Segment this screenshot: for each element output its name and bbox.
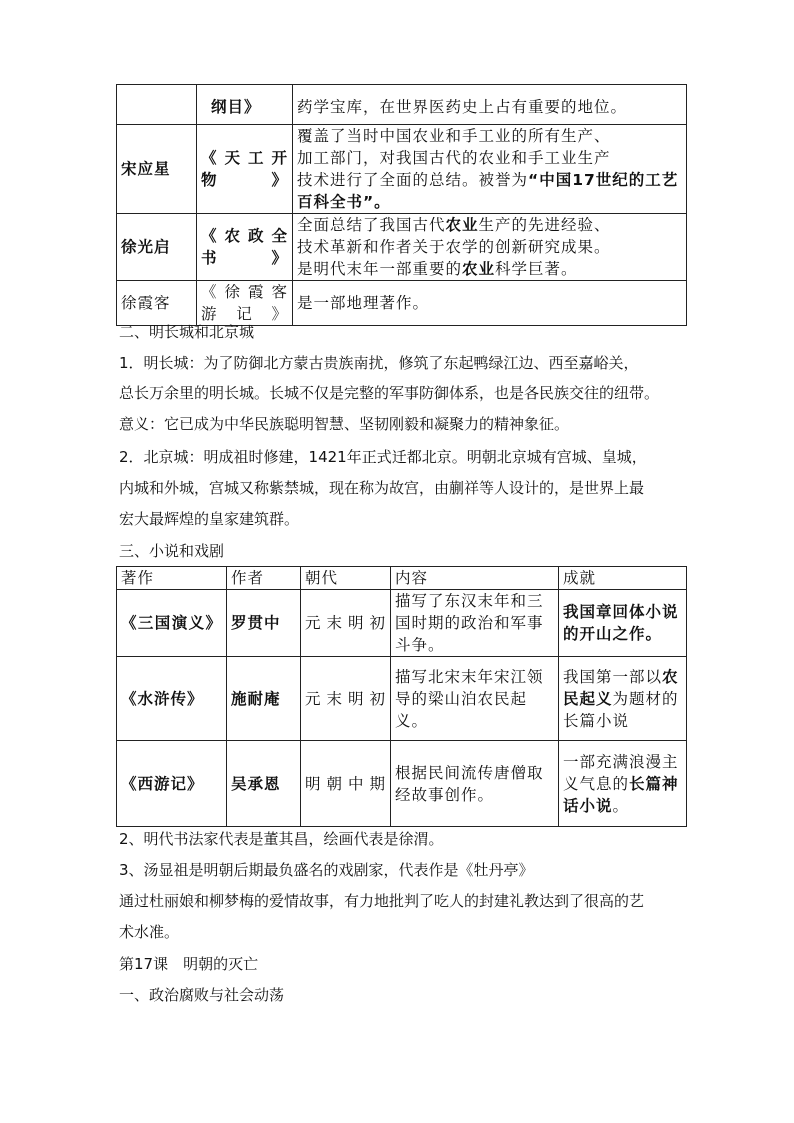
work-title: 《水浒传》	[117, 657, 227, 741]
column-header: 著作	[117, 567, 227, 590]
highlight-text: 农业	[462, 260, 496, 278]
work-content: 根据民间流传唐僧取经故事创作。	[391, 741, 559, 827]
achievement: 我国章回体小说的开山之作。	[559, 590, 687, 657]
dynasty: 明朝中期	[301, 741, 391, 827]
book-content	[293, 214, 687, 281]
scientist-name: 徐霞客	[117, 281, 197, 326]
column-header: 朝代	[301, 567, 391, 590]
table-row	[117, 590, 687, 657]
book-title: 《 天 工 开物》	[197, 125, 293, 214]
scientist-name: 宋应星	[117, 125, 197, 214]
book-content	[293, 125, 687, 214]
highlight-text: 农民起义	[563, 667, 679, 708]
author-name: 罗贯中	[227, 590, 301, 657]
section-heading: 二、明长城和北京城	[119, 323, 255, 341]
section-heading: 三、小说和戏剧	[119, 542, 225, 560]
table-row	[117, 214, 687, 281]
table-row	[117, 125, 687, 214]
book-title: 《 农 政 全书》	[197, 214, 293, 281]
author-name: 施耐庵	[227, 657, 301, 741]
paragraph-line: 1．明长城：为了防御北方蒙古贵族南扰，修筑了东起鸭绿江边、西至嘉峪关，	[119, 354, 639, 372]
content-line: 技术革新和作者关于农学的创新研究成果。	[297, 238, 611, 256]
lesson-title: 第17课 明朝的灭亡	[119, 955, 259, 973]
dynasty: 元末明初	[301, 657, 391, 741]
paragraph-line: 2．北京城：明成祖时修建，1421年正式迁都北京。明朝北京城有宫城、皇城，	[119, 448, 647, 466]
achievement: 一部充满浪漫主义气息的长篇神话小说。	[559, 741, 687, 827]
achievement: 我国第一部以农民起义为题材的长篇小说	[559, 657, 687, 741]
table-row	[117, 657, 687, 741]
author-name: 吴承恩	[227, 741, 301, 827]
work-title: 《西游记》	[117, 741, 227, 827]
dynasty: 元末明初	[301, 590, 391, 657]
content-line: 全面总结了我国古代农业生产的先进经验、	[297, 216, 611, 234]
highlight-text: 长篇神话小说	[563, 774, 679, 815]
highlight-text: 农业	[445, 216, 479, 234]
content-line: 覆盖了当时中国农业和手工业的所有生产、	[297, 127, 611, 145]
paragraph-line: 意义：它已成为中华民族聪明智慧、坚韧刚毅和凝聚力的精神象征。	[119, 415, 570, 433]
paragraph-line: 术水准。	[119, 923, 180, 941]
scientist-name: 徐光启	[117, 214, 197, 281]
table-row	[117, 85, 687, 125]
book-content: 药学宝库，在世界医药史上占有重要的地位。	[293, 85, 687, 125]
book-title: 纲目》	[197, 85, 293, 125]
section-heading: 一、政治腐败与社会动荡	[119, 986, 285, 1004]
work-content: 描写了东汉末年和三国时期的政治和军事斗争。	[391, 590, 559, 657]
table-header-row	[117, 567, 687, 590]
book-content: 是一部地理著作。	[293, 281, 687, 326]
table-row	[117, 281, 687, 326]
book-title: 《 徐 霞 客游记》	[197, 281, 293, 326]
work-content: 描写北宋末年宋江领导的梁山泊农民起义。	[391, 657, 559, 741]
science-works-table	[116, 84, 687, 326]
column-header: 成就	[559, 567, 687, 590]
column-header: 作者	[227, 567, 301, 590]
content-line: 是明代末年一部重要的农业科学巨著。	[297, 260, 578, 278]
highlight-text: “中国17世纪的工艺百科全书”。	[297, 171, 679, 211]
paragraph-line: 3、汤显祖是明朝后期最负盛名的戏剧家，代表作是《牡丹亭》	[119, 861, 534, 879]
paragraph-line: 宏大最辉煌的皇家建筑群。	[119, 510, 300, 528]
scientist-name	[117, 85, 197, 125]
paragraph-line: 2、明代书法家代表是董其昌，绘画代表是徐渭。	[119, 830, 444, 848]
novels-table	[116, 566, 687, 827]
work-title: 《三国演义》	[117, 590, 227, 657]
content-line: 加工部门，对我国古代的农业和手工业生产	[297, 149, 611, 167]
table-row	[117, 741, 687, 827]
paragraph-line: 内城和外城，宫城又称紫禁城，现在称为故宫，由蒯祥等人设计的，是世界上最	[119, 479, 645, 497]
paragraph-line: 通过杜丽娘和柳梦梅的爱情故事，有力地批判了吃人的封建礼教达到了很高的艺	[119, 892, 645, 910]
paragraph-line: 总长万余里的明长城。长城不仅是完整的军事防御体系，也是各民族交往的纽带。	[119, 384, 660, 402]
column-header: 内容	[391, 567, 559, 590]
content-line: 技术进行了全面的总结。被誉为“中国17世纪的工艺百科全书”。	[297, 171, 679, 211]
